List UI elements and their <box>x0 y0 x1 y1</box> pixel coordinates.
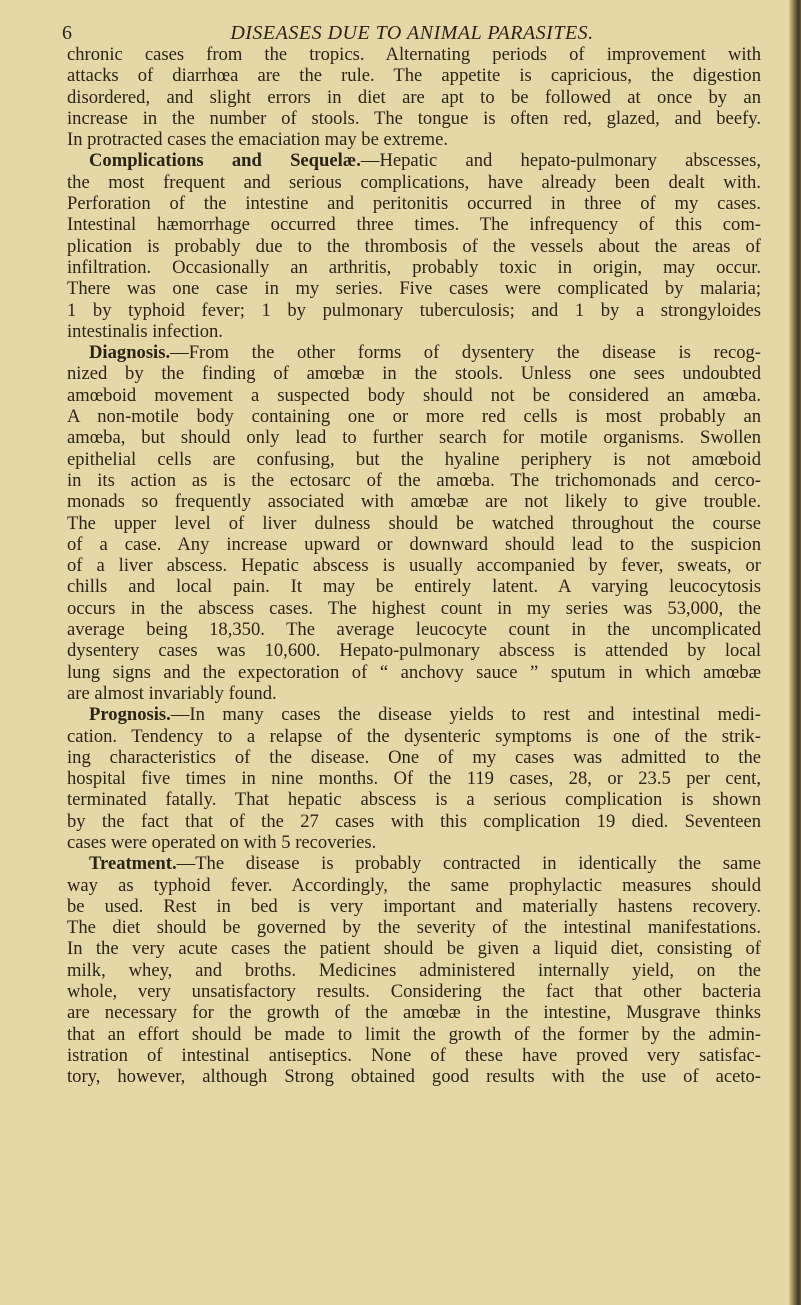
text-line <box>67 108 761 129</box>
text-line <box>67 726 761 747</box>
line-text: are almost invariably found. <box>67 682 277 704</box>
section-heading: Complications and Sequelæ. <box>89 150 361 172</box>
line-text: dysentery cases was 10,600. Hepato-pulmonary abscess is attended by local <box>67 640 761 662</box>
line-text: —In many cases the disease yields to rest and intestinal medi- <box>170 704 761 726</box>
line-text: monads so frequently associated with amœbæ are not likely to give trouble. <box>67 491 761 513</box>
text-line <box>67 789 761 810</box>
line-text: of a case. Any increase upward or downward should lead to the suspicion <box>67 533 761 555</box>
text-line <box>67 832 761 853</box>
text-line <box>67 896 761 917</box>
text-line <box>67 1002 761 1023</box>
text-line <box>67 129 761 150</box>
line-text: Perforation of the intestine and peritonitis occurred in three of my cases. <box>67 193 761 215</box>
line-text: There was one case in my series. Five cases were complicated by malaria; <box>67 278 761 300</box>
text-line <box>67 449 761 470</box>
section-heading: Prognosis. <box>89 704 171 726</box>
text-line <box>67 300 761 321</box>
line-text: in its action as is the ectosarc of the amœba. The trichomonads and cerco- <box>67 469 761 491</box>
section-heading-line <box>67 853 761 874</box>
line-text: attacks of diarrhœa are the rule. The appetite is capricious, the digestion <box>67 65 761 87</box>
text-line <box>67 491 761 512</box>
line-text: chronic cases from the tropics. Alternating periods of improvement with <box>67 44 761 65</box>
line-text: whole, very unsatisfactory results. Considering the fact that other bacteria <box>67 981 761 1003</box>
section-heading-line <box>67 704 761 725</box>
text-line <box>67 363 761 384</box>
line-text: increase in the number of stools. The tongue is often red, glazed, and beefy. <box>67 107 761 129</box>
line-text: The diet should be governed by the severity of the intestinal manifestations. <box>67 917 761 939</box>
line-text: amœboid movement a suspected body should not be considered an amœba. <box>67 384 761 406</box>
text-line <box>67 1024 761 1045</box>
line-text: lung signs and the expectoration of “ anchovy sauce ” sputum in which amœbæ <box>67 661 761 683</box>
section-heading-line <box>67 150 761 171</box>
line-text: In the very acute cases the patient should be given a liquid diet, consisting of <box>67 938 761 960</box>
text-line <box>67 619 761 640</box>
text-line <box>67 65 761 86</box>
line-text: —The disease is probably contracted in identically the same <box>176 853 761 875</box>
text-line <box>67 938 761 959</box>
line-text: of a liver abscess. Hepatic abscess is usually accompanied by fever, sweats, or <box>67 555 761 577</box>
text-line <box>67 385 761 406</box>
page-number: 6 <box>62 22 72 44</box>
text-line <box>67 598 761 619</box>
text-line <box>67 768 761 789</box>
text-line <box>67 193 761 214</box>
text-line <box>67 981 761 1002</box>
text-line <box>67 427 761 448</box>
line-text: infiltration. Occasionally an arthritis, probably toxic in origin, may occur. <box>67 256 761 278</box>
running-title: DISEASES DUE TO ANIMAL PARASITES. <box>230 22 594 44</box>
section-heading-line <box>67 342 761 363</box>
line-text: the most frequent and serious complications, have already been dealt with. <box>67 171 761 193</box>
text-line <box>67 1045 761 1066</box>
text-line <box>67 662 761 683</box>
line-text: cases were operated on with 5 recoveries. <box>67 831 377 853</box>
text-line <box>67 470 761 491</box>
text-line <box>67 576 761 597</box>
text-line <box>67 257 761 278</box>
line-text: The upper level of liver dulness should be watched throughout the course <box>67 512 761 534</box>
text-line <box>67 278 761 299</box>
book-binding-edge <box>789 0 801 1305</box>
text-line <box>67 683 761 704</box>
line-text: amœba, but should only lead to further search for motile organisms. Swollen <box>67 427 761 449</box>
line-text: milk, whey, and broths. Medicines administered internally yield, on the <box>67 959 761 981</box>
line-text: occurs in the abscess cases. The highest count in my series was 53,000, the <box>67 597 761 619</box>
line-text: ing characteristics of the disease. One of my cases was admitted to the <box>67 746 761 768</box>
text-line <box>67 406 761 427</box>
text-line <box>67 555 761 576</box>
text-line <box>67 811 761 832</box>
line-text: nized by the finding of amœbæ in the stools. Unless one sees undoubted <box>67 363 761 385</box>
line-text: intestinalis infection. <box>67 320 223 342</box>
line-text: plication is probably due to the thrombosis of the vessels about the areas of <box>67 235 761 257</box>
line-text: —Hepatic and hepato-pulmonary abscesses, <box>360 150 761 172</box>
text-line <box>67 44 761 65</box>
text-line <box>67 640 761 661</box>
text-line <box>67 214 761 235</box>
line-text: cation. Tendency to a relapse of the dysenteric symptoms is one of the strik- <box>67 725 761 747</box>
line-text: average being 18,350. The average leucocyte count in the uncomplicated <box>67 619 761 641</box>
line-text: that an effort should be made to limit the growth of the former by the admin- <box>67 1023 761 1045</box>
text-line <box>67 1066 761 1087</box>
line-text: be used. Rest in bed is very important and materially hastens recovery. <box>67 895 761 917</box>
text-line <box>67 172 761 193</box>
line-text: hospital five times in nine months. Of the 119 cases, 28, or 23.5 per cent, <box>67 768 761 790</box>
line-text: by the fact that of the 27 cases with this complication 19 died. Seventeen <box>67 810 761 832</box>
line-text: 1 by typhoid fever; 1 by pulmonary tuberculosis; and 1 by a strongyloides <box>67 299 761 321</box>
line-text: —From the other forms of dysentery the disease is recog- <box>170 342 761 364</box>
text-line <box>67 87 761 108</box>
line-text: way as typhoid fever. Accordingly, the same prophylactic measures should <box>67 874 761 896</box>
text-line <box>67 747 761 768</box>
line-text: In protracted cases the emaciation may be extreme. <box>67 129 448 151</box>
section-heading: Treatment. <box>89 853 177 875</box>
text-line <box>67 534 761 555</box>
line-text: are necessary for the growth of the amœbæ in the intestine, Musgrave thinks <box>67 1002 761 1024</box>
page-body-text <box>67 44 761 1088</box>
text-line <box>67 236 761 257</box>
line-text: disordered, and slight errors in diet are apt to be followed at once by an <box>67 86 761 108</box>
text-line <box>67 513 761 534</box>
line-text: istration of intestinal antiseptics. None of these have proved very satisfac- <box>67 1044 761 1066</box>
line-text: A non-motile body containing one or more red cells is most probably an <box>67 406 761 428</box>
line-text: epithelial cells are confusing, but the hyaline periphery is not amœboid <box>67 448 761 470</box>
section-heading: Diagnosis. <box>89 342 171 364</box>
text-line <box>67 917 761 938</box>
line-text: Intestinal hæmorrhage occurred three times. The infrequency of this com- <box>67 214 761 236</box>
text-line <box>67 960 761 981</box>
text-line <box>67 321 761 342</box>
line-text: terminated fatally. That hepatic abscess is a serious complication is shown <box>67 789 761 811</box>
text-line <box>67 875 761 896</box>
line-text: tory, however, although Strong obtained good results with the use of aceto- <box>67 1066 761 1088</box>
line-text: chills and local pain. It may be entirely latent. A varying leucocytosis <box>67 576 761 598</box>
